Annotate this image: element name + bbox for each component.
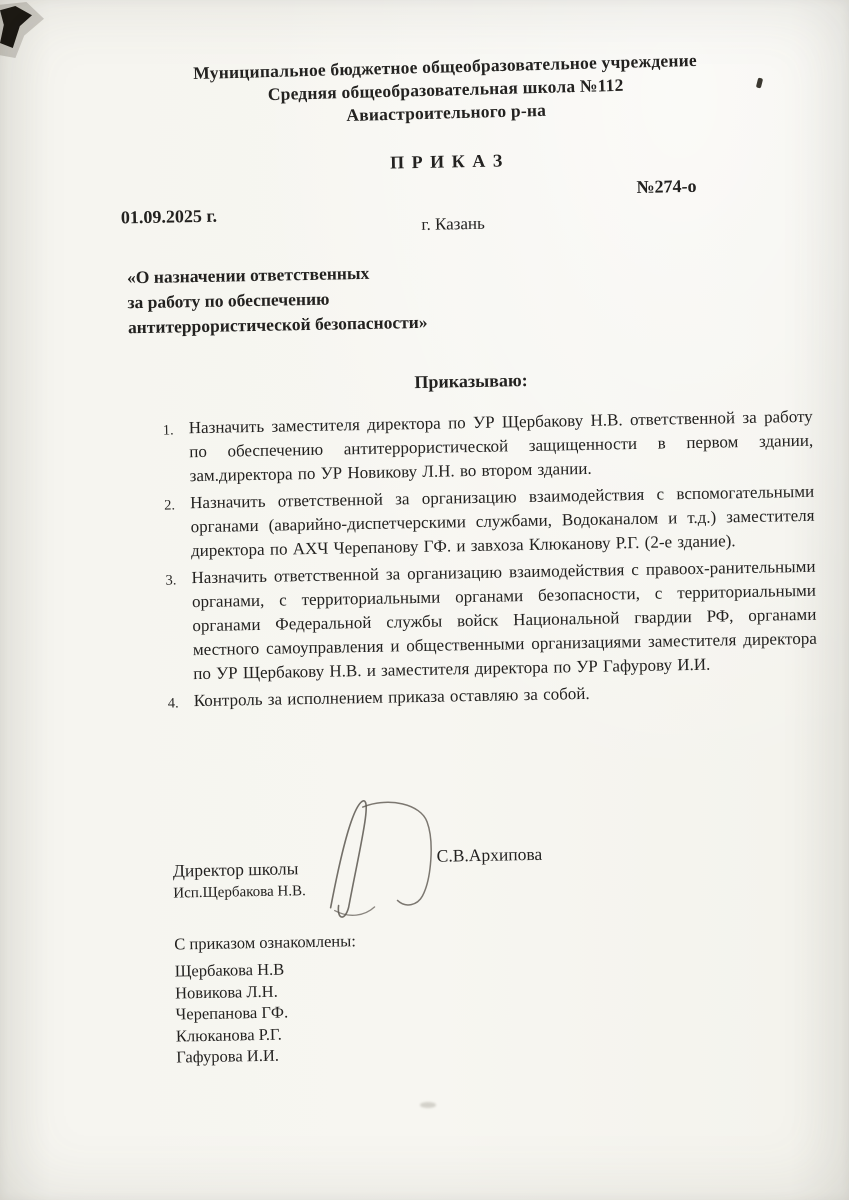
order-date: 01.09.2025 г. xyxy=(120,205,218,228)
order-item-1 xyxy=(163,405,814,489)
item-number: 3. xyxy=(165,572,177,589)
order-city: г. Казань xyxy=(421,213,485,234)
executor-note: Исп.Щербакова Н.В. xyxy=(173,883,306,902)
organization-name-line3: Авиастроительного р-на xyxy=(346,99,547,126)
subject-line3: антитеррористической безопасности» xyxy=(127,311,428,338)
item-text: Назначить ответственной за организацию взаимодействия с вспомогательными органами (аварийно-диспетчерскими службами, Водоканалом и т.д.) заместителя директора по АХЧ Черепанову ГФ. и завхоза Клюканову Р.Г. (2-е здание). xyxy=(190,481,815,561)
signatory-name: С.В.Архипова xyxy=(436,843,543,866)
document-title: П Р И К А З xyxy=(390,150,504,173)
acknowledged-person-5: Гафурова И.И. xyxy=(176,1045,280,1067)
acknowledged-person-4: Клюканова Р.Г. xyxy=(175,1024,282,1046)
subject-line1: «О назначении ответственных xyxy=(126,262,370,288)
acknowledged-person-1: Щербакова Н.В xyxy=(174,959,285,981)
order-subject xyxy=(127,259,488,341)
signatory-role: Директор школы xyxy=(172,858,299,881)
organization-header xyxy=(90,46,802,134)
order-items-list xyxy=(163,405,818,719)
acknowledged-person-2: Новикова Л.Н. xyxy=(174,981,278,1003)
organization-name-line1: Муниципальное бюджетное общеобразовательное учреждение xyxy=(192,49,698,84)
item-number: 4. xyxy=(167,695,179,712)
item-text: Контроль за исполнением приказа оставляю за собой. xyxy=(193,683,590,711)
acknowledgement-names xyxy=(175,958,290,1068)
resolution-word: Приказываю: xyxy=(414,369,528,393)
handwritten-signature xyxy=(288,787,460,925)
subject-line2: за работу по обеспечению xyxy=(127,288,330,313)
organization-name-line2: Средняя общеобразовательная школа №112 xyxy=(267,74,624,105)
item-number: 2. xyxy=(164,497,176,514)
item-number: 1. xyxy=(162,422,174,439)
acknowledgement-title: С приказом ознакомлены: xyxy=(174,931,357,954)
order-number: №274-о xyxy=(636,175,697,197)
order-item-3 xyxy=(165,555,817,687)
item-text: Назначить заместителя директора по УР Щербакову Н.В. ответственной за работу по обеспечению антитеррористической защищенности в первом здании, зам.директора по УР Новикову Л.Н. во втором здании. xyxy=(188,406,814,486)
acknowledged-person-3: Черепанова ГФ. xyxy=(175,1002,289,1024)
order-item-2 xyxy=(164,480,815,564)
scan-smudge-bottom xyxy=(420,1102,436,1108)
item-text: Назначить ответственной за организацию взаимодействия с правоох-ранительными органами, с территориальными органами безопасности, с территориальными органами Федеральной службы войск Национальной гвардии РФ, органами местного самоуправления и общественными организациями заместителя директора по УР Щербакову Н.В. и заместителя директора по УР Гафурову И.И. xyxy=(191,556,817,684)
